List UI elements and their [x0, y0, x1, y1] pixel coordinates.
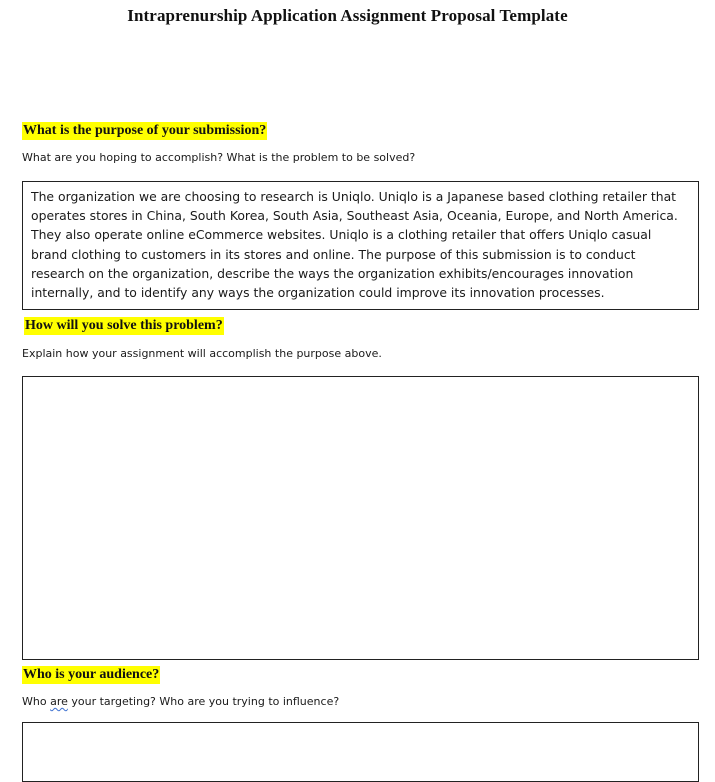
document-title: Intraprenurship Application Assignment Proposal Template: [127, 6, 568, 25]
section-heading-solution: How will you solve this problem?: [25, 318, 223, 333]
prompt-text-after: your targeting? Who are you trying to influence?: [67, 695, 340, 708]
section-heading-audience: Who is your audience?: [23, 667, 160, 682]
answer-text-purpose[interactable]: The organization we are choosing to research is Uniqlo. Uniqlo is a Japanese based clothing retailer that operates stores in China, South Korea, South Asia, Southeast Asia, Oceania, Europe, and North America. They also operate online eCommerce websites. Uniqlo is a clothing retailer that offers Uniqlo casual brand clothing to customers in its stores and online. The purpose of this submission is to conduct research on the organization, describe the ways the organization exhibits/encourages innovation internally, and to identify any ways the organization could improve its innovation processes.: [31, 189, 678, 301]
section-heading-purpose: What is the purpose of your submission?: [23, 123, 267, 138]
section-prompt-audience: [22, 695, 339, 709]
section-prompt-purpose: What are you hoping to accomplish? What is the problem to be solved?: [22, 151, 416, 164]
grammar-flagged-word[interactable]: are: [50, 695, 68, 708]
answer-box-purpose[interactable]: [22, 181, 699, 310]
answer-box-audience[interactable]: [22, 722, 699, 782]
answer-box-solution[interactable]: [22, 376, 699, 660]
answer-text-solution[interactable]: [23, 377, 698, 382]
prompt-text-before: Who: [22, 695, 51, 708]
section-prompt-solution: Explain how your assignment will accomplish the purpose above.: [22, 347, 382, 360]
answer-text-audience[interactable]: [23, 723, 698, 728]
